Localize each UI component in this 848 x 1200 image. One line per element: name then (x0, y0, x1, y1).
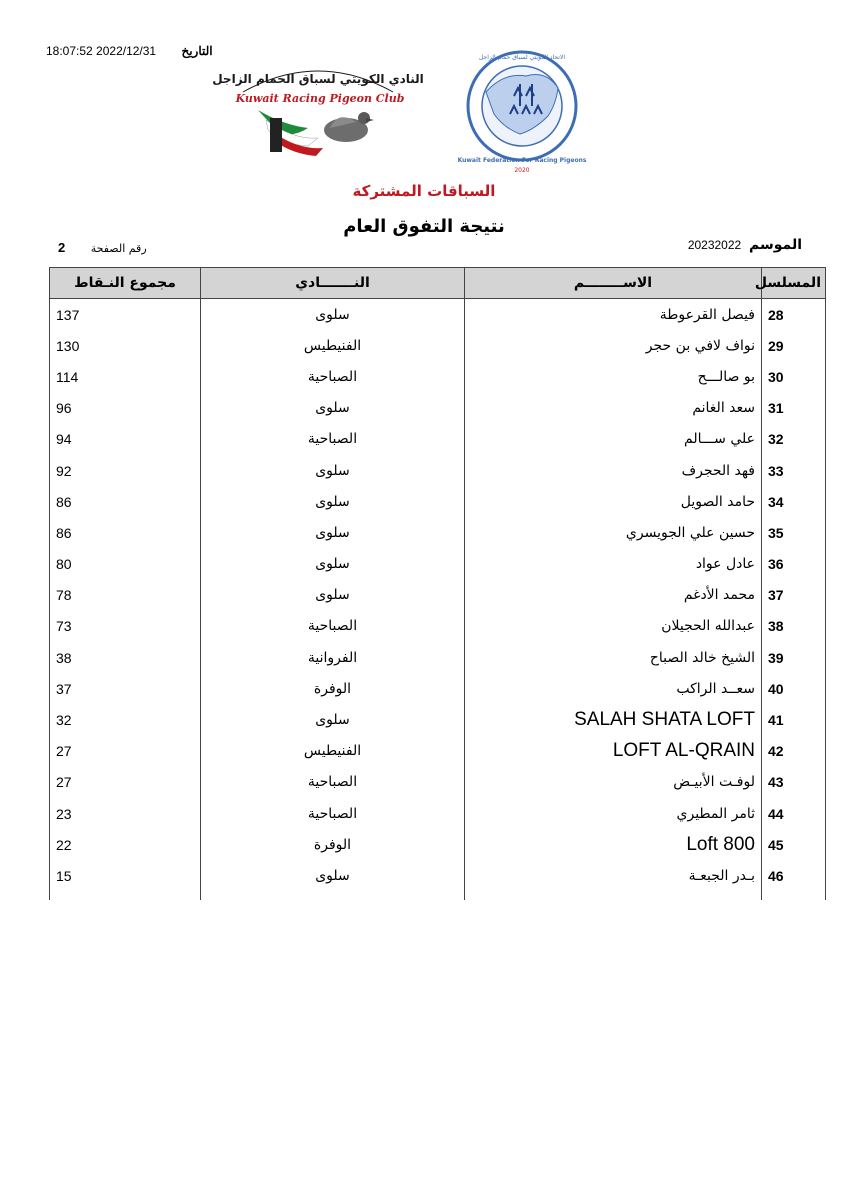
row-club: سلوى (201, 299, 465, 331)
table-row (50, 393, 826, 424)
row-name: عبدالله الحجيلان (465, 611, 762, 642)
row-points: 23 (50, 798, 201, 829)
row-points: 15 (50, 860, 201, 891)
results-table (49, 267, 826, 900)
header-name: الاســــــــم (465, 268, 762, 299)
row-serial: 39 (762, 642, 826, 673)
row-points: 92 (50, 455, 201, 486)
row-name: LOFT AL-QRAIN (465, 736, 762, 767)
row-points: 80 (50, 549, 201, 580)
row-club: سلوى (201, 486, 465, 517)
row-club: سلوى (201, 393, 465, 424)
page-number: 2 (58, 240, 66, 255)
row-serial: 34 (762, 486, 826, 517)
federation-logo-arabic-text: الاتحاد الكويتي لسباق حمام الزاجل (478, 54, 566, 61)
row-name: ثامر المطيري (465, 798, 762, 829)
row-name: علي ســـالم (465, 424, 762, 455)
table-row (50, 704, 826, 735)
row-serial: 37 (762, 580, 826, 611)
season-label: الموسم (749, 237, 802, 253)
row-name: فيصل القرعوطة (465, 299, 762, 331)
row-club: الصباحية (201, 361, 465, 392)
row-points: 86 (50, 486, 201, 517)
row-club: الوفرة (201, 673, 465, 704)
row-points: 114 (50, 361, 201, 392)
row-name: الشيخ خالد الصباح (465, 642, 762, 673)
table-row (50, 798, 826, 829)
row-points: 96 (50, 393, 201, 424)
row-points: 78 (50, 580, 201, 611)
table-row (50, 642, 826, 673)
table-tail-cell (465, 892, 762, 900)
table-row (50, 580, 826, 611)
table-row (50, 517, 826, 548)
row-name: بو صالـــح (465, 361, 762, 392)
row-club: الوفرة (201, 829, 465, 860)
row-points: 37 (50, 673, 201, 704)
table-tail-cell (762, 892, 826, 900)
report-subtitle: السباقات المشتركة (352, 182, 496, 200)
table-row (50, 424, 826, 455)
row-club: سلوى (201, 860, 465, 891)
row-points: 73 (50, 611, 201, 642)
table-row (50, 860, 826, 891)
row-serial: 38 (762, 611, 826, 642)
row-serial: 44 (762, 798, 826, 829)
row-club: الصباحية (201, 767, 465, 798)
season-value: 20232022 (687, 238, 742, 252)
row-points: 86 (50, 517, 201, 548)
report-date-label: التاريخ (181, 44, 213, 58)
row-name: سعد الغانم (465, 393, 762, 424)
row-name: فهد الحجرف (465, 455, 762, 486)
row-serial: 36 (762, 549, 826, 580)
header-serial: المسلسل (762, 268, 826, 299)
row-club: الفروانية (201, 642, 465, 673)
row-points: 137 (50, 299, 201, 331)
page-info (58, 240, 147, 255)
row-serial: 46 (762, 860, 826, 891)
row-name: حسين علي الجويسري (465, 517, 762, 548)
row-points: 27 (50, 736, 201, 767)
federation-logo-english-text: Kuwait Federation For Racing Pigeons (457, 157, 587, 164)
row-club: سلوى (201, 580, 465, 611)
table-row (50, 736, 826, 767)
row-points: 130 (50, 330, 201, 361)
row-name: حامد الصويل (465, 486, 762, 517)
row-name: عادل عواد (465, 549, 762, 580)
row-club: الفنيطيس (201, 330, 465, 361)
row-serial: 33 (762, 455, 826, 486)
page-label: رقم الصفحة (90, 242, 147, 255)
federation-logo (457, 44, 587, 178)
table-row (50, 361, 826, 392)
row-serial: 32 (762, 424, 826, 455)
row-club: سلوى (201, 704, 465, 735)
row-club: سلوى (201, 517, 465, 548)
row-serial: 42 (762, 736, 826, 767)
row-serial: 30 (762, 361, 826, 392)
table-tail-row (50, 892, 826, 900)
row-points: 32 (50, 704, 201, 735)
row-serial: 41 (762, 704, 826, 735)
row-points: 22 (50, 829, 201, 860)
row-serial: 31 (762, 393, 826, 424)
row-club: سلوى (201, 549, 465, 580)
row-serial: 43 (762, 767, 826, 798)
club-logo-arabic-text: النادي الكويتي لسباق الحمام الزاجل (212, 72, 424, 86)
row-club: الفنيطيس (201, 736, 465, 767)
table-row (50, 673, 826, 704)
row-name: لوفـت الأبيـض (465, 767, 762, 798)
table-row (50, 829, 826, 860)
row-name: SALAH SHATA LOFT (465, 704, 762, 735)
table-tail-cell (201, 892, 465, 900)
report-title: نتيجة التفوق العام (343, 216, 505, 237)
federation-logo-year: 2020 (514, 167, 530, 174)
row-club: سلوى (201, 455, 465, 486)
row-points: 27 (50, 767, 201, 798)
table-row (50, 486, 826, 517)
table-row (50, 330, 826, 361)
table-row (50, 611, 826, 642)
row-serial: 45 (762, 829, 826, 860)
club-logo-english-text: Kuwait Racing Pigeon Club (235, 92, 405, 105)
report-date-value: 18:07:52 2022/12/31 (46, 44, 157, 58)
table-row (50, 767, 826, 798)
row-points: 38 (50, 642, 201, 673)
header-club: النـــــــادي (201, 268, 465, 299)
row-name: بـدر الجبعـة (465, 860, 762, 891)
row-name: محمد الأدغم (465, 580, 762, 611)
row-club: الصباحية (201, 798, 465, 829)
row-serial: 35 (762, 517, 826, 548)
row-name: سعــد الراكب (465, 673, 762, 704)
row-serial: 29 (762, 330, 826, 361)
season-info (688, 237, 802, 253)
table-row (50, 455, 826, 486)
table-tail-cell (50, 892, 201, 900)
report-date-line (46, 44, 213, 58)
club-logo (212, 50, 424, 160)
table-row (50, 549, 826, 580)
table-row (50, 299, 826, 331)
row-serial: 28 (762, 299, 826, 331)
results-body (50, 299, 826, 900)
header-points: مجموع النـقاط (50, 268, 201, 299)
row-points: 94 (50, 424, 201, 455)
row-name: Loft 800 (465, 829, 762, 860)
row-club: الصباحية (201, 611, 465, 642)
row-serial: 40 (762, 673, 826, 704)
row-club: الصباحية (201, 424, 465, 455)
results-header-row (50, 268, 826, 299)
row-name: نواف لافي بن حجر (465, 330, 762, 361)
